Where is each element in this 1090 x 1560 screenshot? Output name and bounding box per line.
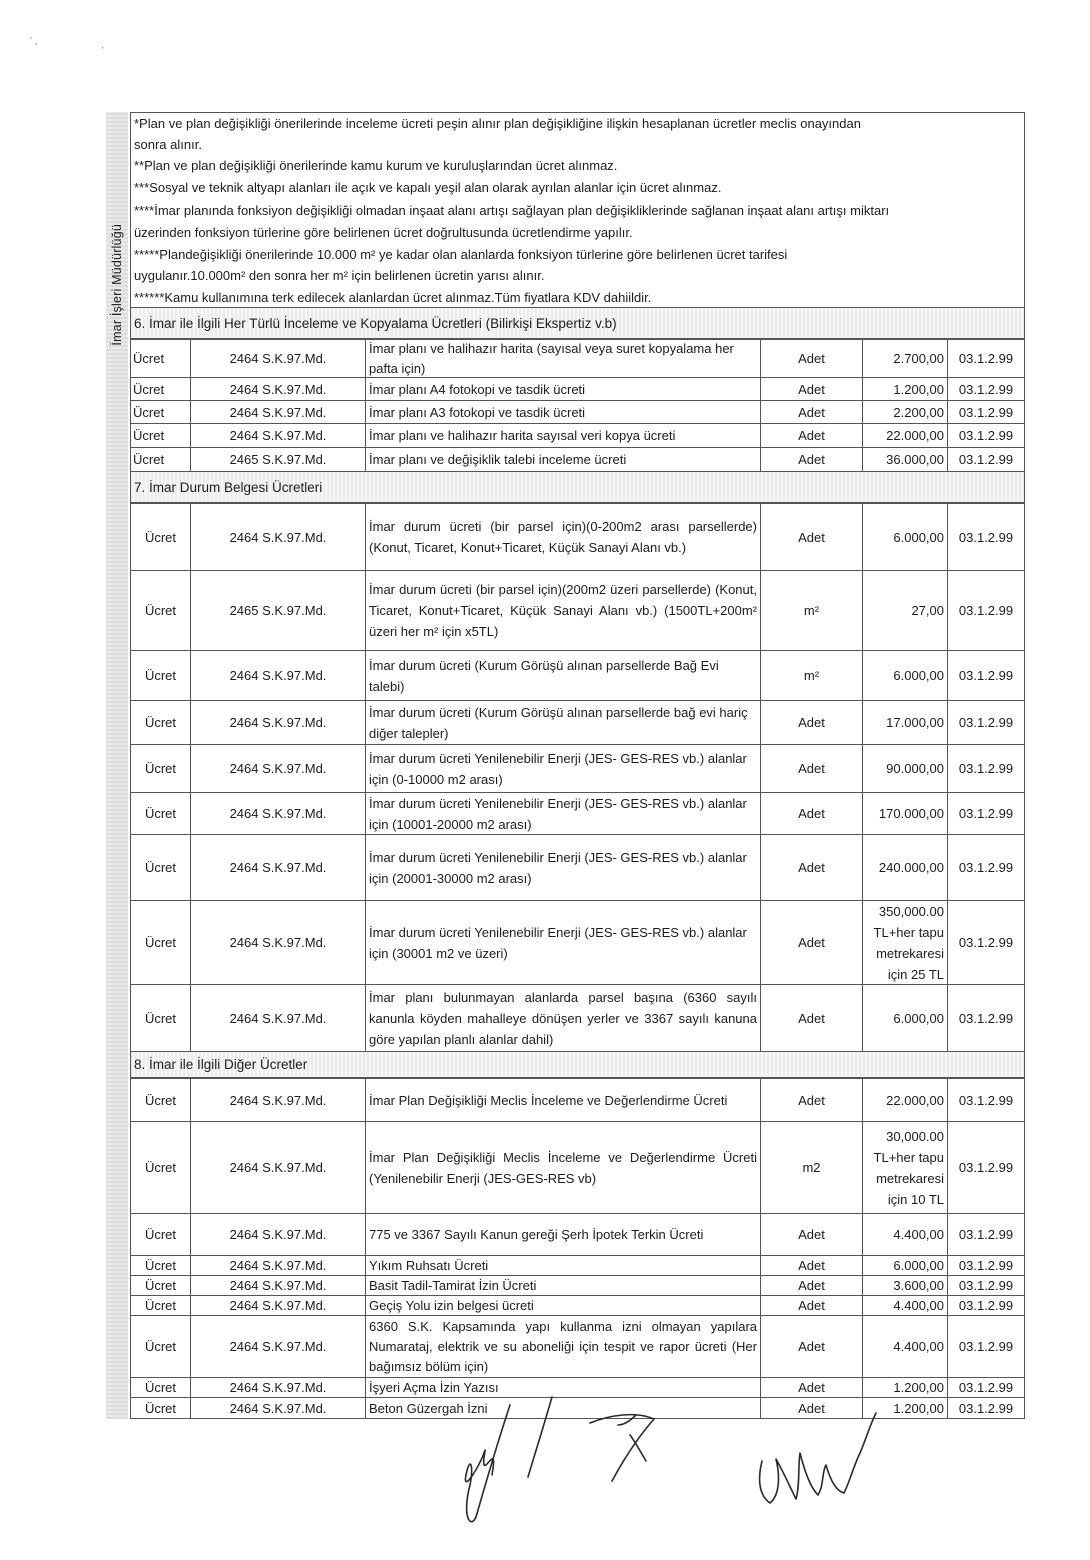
cell-description: İmar durum ücreti (Kurum Görüşü alınan parsellerde Bağ Evi talebi) [365, 651, 760, 701]
cell-price: 240.000,00 [862, 835, 947, 901]
cell-law: 2464 S.K.97.Md. [190, 835, 365, 901]
cell-code: 03.1.2.99 [947, 448, 1025, 472]
cell-description: İmar planı ve halihazır harita sayısal veri kopya ücreti [365, 424, 760, 448]
cell-type: Ücret [130, 651, 190, 701]
cell-price: 6.000,00 [862, 1256, 947, 1276]
cell-description: İşyeri Açma İzin Yazısı [365, 1378, 760, 1398]
price-line: 30,000.00 [886, 1128, 944, 1144]
note-line: **Plan ve plan değişikliği önerilerinde kamu kurum ve kuruluşlarından ücret alınmaz. [134, 158, 618, 173]
note-line: ****İmar planında fonksiyon değişikliği olmadan inşaat alanı artışı sağlayan plan değişikliklerinde sağlanan inşaat alanı artışı miktarı [134, 203, 890, 218]
table-row [130, 401, 1025, 424]
cell-price: 90.000,00 [862, 745, 947, 793]
note-line: ***Sosyal ve teknik altyapı alanları ile açık ve kapalı yeşil alan olarak ayrılan alanlar için ücret alınmaz. [134, 180, 722, 195]
cell-description: İmar planı A4 fotokopi ve tasdik ücreti [365, 378, 760, 401]
note-line: *****Plandeğişikliği önerilerinde 10.000 m² ye kadar olan alanlarda fonksiyon türlerine göre belirlenen ücret tarifesi [134, 247, 788, 262]
cell-code: 03.1.2.99 [947, 1256, 1025, 1276]
cell-description: İmar durum ücreti (bir parsel için)(200m2 üzeri parsellerde) (Konut, Ticaret, Konut+Ticaret, Küçük Sanayi Alanı vb.) (1500TL+200m² üzeri her m² için x5TL) [365, 571, 760, 651]
cell-unit: Adet [760, 1276, 862, 1296]
table-row [130, 651, 1025, 701]
table-row [130, 1214, 1025, 1256]
cell-law: 2464 S.K.97.Md. [190, 901, 365, 985]
cell-type: Ücret [130, 401, 190, 424]
cell-code: 03.1.2.99 [947, 571, 1025, 651]
cell-type: Ücret [130, 503, 190, 571]
price-line: için 25 TL [887, 966, 944, 982]
cell-law: 2464 S.K.97.Md. [190, 1122, 365, 1214]
cell-code: 03.1.2.99 [947, 901, 1025, 985]
department-label-text: İmar İşleri Müdürlüğü [110, 224, 124, 346]
table-row [130, 339, 1025, 378]
cell-description: İmar planı bulunmayan alanlarda parsel başına (6360 sayılı kanunla köyden mahalleye dönüşen yerler ve 3367 sayılı kanuna göre yapılan planlı alanlar dahil) [365, 985, 760, 1052]
cell-unit: Adet [760, 503, 862, 571]
table-row [130, 571, 1025, 651]
cell-code: 03.1.2.99 [947, 745, 1025, 793]
cell-unit: Adet [760, 793, 862, 835]
cell-law: 2464 S.K.97.Md. [190, 985, 365, 1052]
cell-law: 2465 S.K.97.Md. [190, 448, 365, 472]
cell-price: 4.400,00 [862, 1316, 947, 1378]
cell-unit: m² [760, 651, 862, 701]
cell-law: 2464 S.K.97.Md. [190, 651, 365, 701]
cell-code: 03.1.2.99 [947, 835, 1025, 901]
section-7-header [130, 472, 1025, 503]
cell-type: Ücret [130, 985, 190, 1052]
note-line: *Plan ve plan değişikliği önerilerinde inceleme ücreti peşin alınır plan değişikliğine ilişkin hesaplanan ücretler meclis onayından [134, 116, 861, 131]
cell-unit: Adet [760, 1256, 862, 1276]
cell-price: 6.000,00 [862, 985, 947, 1052]
cell-description: İmar durum ücreti Yenilenebilir Enerji (JES- GES-RES vb.) alanlar için (10001-20000 m2 arası) [365, 793, 760, 835]
table-row [130, 901, 1025, 985]
table-row [130, 503, 1025, 571]
cell-price: 22.000,00 [862, 1078, 947, 1122]
cell-description: İmar durum ücreti Yenilenebilir Enerji (JES- GES-RES vb.) alanlar için (20001-30000 m2 arası) [365, 835, 760, 901]
cell-price [862, 901, 947, 985]
table-row [130, 1122, 1025, 1214]
table-row [130, 424, 1025, 448]
table-row [130, 448, 1025, 472]
table-row [130, 378, 1025, 401]
cell-description: İmar durum ücreti (bir parsel için)(0-200m2 arası parsellerde) (Konut, Ticaret, Konut+Ticaret, Küçük Sanayi Alanı vb.) [365, 503, 760, 571]
cell-law: 2464 S.K.97.Md. [190, 1078, 365, 1122]
cell-law: 2464 S.K.97.Md. [190, 1296, 365, 1316]
cell-code: 03.1.2.99 [947, 339, 1025, 378]
cell-unit: Adet [760, 1316, 862, 1378]
cell-law: 2464 S.K.97.Md. [190, 378, 365, 401]
cell-unit: Adet [760, 1296, 862, 1316]
cell-code: 03.1.2.99 [947, 1078, 1025, 1122]
cell-price: 1.200,00 [862, 1398, 947, 1419]
cell-code: 03.1.2.99 [947, 1378, 1025, 1398]
cell-type: Ücret [130, 793, 190, 835]
cell-code: 03.1.2.99 [947, 793, 1025, 835]
cell-type: Ücret [130, 835, 190, 901]
cell-unit: m² [760, 571, 862, 651]
table-row [130, 1316, 1025, 1378]
cell-description: İmar Plan Değişikliği Meclis İnceleme ve Değerlendirme Ücreti (Yenilenebilir Enerji (JES-GES-RES vb) [365, 1122, 760, 1214]
section-7-title: 7. İmar Durum Belgesi Ücretleri [134, 479, 323, 495]
cell-description: Yıkım Ruhsatı Ücreti [365, 1256, 760, 1276]
cell-type: Ücret [130, 571, 190, 651]
cell-description: İmar durum ücreti Yenilenebilir Enerji (JES- GES-RES vb.) alanlar için (30001 m2 ve üzeri) [365, 901, 760, 985]
cell-code: 03.1.2.99 [947, 1276, 1025, 1296]
cell-law: 2464 S.K.97.Md. [190, 401, 365, 424]
cell-description: İmar planı A3 fotokopi ve tasdik ücreti [365, 401, 760, 424]
signature-2 [590, 1415, 654, 1481]
cell-unit: Adet [760, 378, 862, 401]
table-row [130, 1256, 1025, 1276]
cell-price: 4.400,00 [862, 1296, 947, 1316]
cell-code: 03.1.2.99 [947, 1398, 1025, 1419]
cell-description: İmar planı ve değişiklik talebi inceleme ücreti [365, 448, 760, 472]
cell-price: 17.000,00 [862, 701, 947, 745]
scan-speck: , [101, 40, 104, 51]
price-line: 350,000.00 [878, 903, 944, 919]
table-row [130, 985, 1025, 1052]
cell-description: İmar planı ve halihazır harita (sayısal veya suret kopyalama her pafta için) [365, 339, 760, 378]
signature-1 [465, 1405, 510, 1522]
cell-price [862, 1122, 947, 1214]
cell-code: 03.1.2.99 [947, 424, 1025, 448]
table-row [130, 745, 1025, 793]
cell-code: 03.1.2.99 [947, 985, 1025, 1052]
table-row [130, 1296, 1025, 1316]
cell-unit: Adet [760, 745, 862, 793]
cell-code: 03.1.2.99 [947, 1122, 1025, 1214]
table-row [130, 835, 1025, 901]
cell-type: Ücret [130, 701, 190, 745]
cell-unit: Adet [760, 985, 862, 1052]
cell-type: Ücret [130, 1316, 190, 1378]
cell-unit: Adet [760, 448, 862, 472]
cell-law: 2464 S.K.97.Md. [190, 745, 365, 793]
cell-price: 4.400,00 [862, 1214, 947, 1256]
cell-description: İmar durum ücreti Yenilenebilir Enerji (JES- GES-RES vb.) alanlar için (0-10000 m2 arası) [365, 745, 760, 793]
cell-price: 36.000,00 [862, 448, 947, 472]
cell-unit: Adet [760, 1078, 862, 1122]
cell-unit: Adet [760, 701, 862, 745]
scan-speck: ' , [30, 36, 38, 47]
cell-law: 2464 S.K.97.Md. [190, 1256, 365, 1276]
signature-3 [760, 1413, 876, 1503]
cell-description: Basit Tadil-Tamirat İzin Ücreti [365, 1276, 760, 1296]
cell-code: 03.1.2.99 [947, 1214, 1025, 1256]
cell-law: 2464 S.K.97.Md. [190, 1316, 365, 1378]
cell-law: 2464 S.K.97.Md. [190, 1214, 365, 1256]
signature-1-stroke [528, 1397, 552, 1477]
price-line: TL+her tapu [873, 924, 944, 940]
cell-description: 6360 S.K. Kapsamında yapı kullanma izni olmayan yapılara Numarataj, elektrik ve su aboneliği için tespit ve rapor ücreti (Her bağımsız bölüm için) [365, 1316, 760, 1378]
cell-code: 03.1.2.99 [947, 1296, 1025, 1316]
cell-code: 03.1.2.99 [947, 401, 1025, 424]
cell-price: 1.200,00 [862, 378, 947, 401]
signatures [440, 1395, 920, 1535]
cell-law: 2464 S.K.97.Md. [190, 1276, 365, 1296]
cell-price: 2.200,00 [862, 401, 947, 424]
cell-description: Geçiş Yolu izin belgesi ücreti [365, 1296, 760, 1316]
note-line: üzerinden fonksiyon türlerine göre belirlenen ücret doğrultusunda ücretlendirme yapılır. [134, 225, 633, 240]
cell-type: Ücret [130, 1296, 190, 1316]
cell-type: Ücret [130, 448, 190, 472]
cell-type: Ücret [130, 745, 190, 793]
cell-law: 2464 S.K.97.Md. [190, 503, 365, 571]
cell-law: 2464 S.K.97.Md. [190, 793, 365, 835]
price-line: TL+her tapu [873, 1149, 944, 1165]
cell-code: 03.1.2.99 [947, 651, 1025, 701]
table-row [130, 1078, 1025, 1122]
cell-price: 6.000,00 [862, 503, 947, 571]
cell-price: 1.200,00 [862, 1378, 947, 1398]
cell-unit: Adet [760, 835, 862, 901]
cell-unit: Adet [760, 1378, 862, 1398]
section-8-header [130, 1052, 1025, 1078]
note-line: uygulanır.10.000m² den sonra her m² için belirlenen ücretin yarısı alınır. [134, 268, 545, 283]
cell-type: Ücret [130, 901, 190, 985]
cell-law: 2464 S.K.97.Md. [190, 701, 365, 745]
cell-law: 2464 S.K.97.Md. [190, 424, 365, 448]
cell-unit: Adet [760, 901, 862, 985]
cell-code: 03.1.2.99 [947, 378, 1025, 401]
cell-law: 2465 S.K.97.Md. [190, 571, 365, 651]
cell-price: 3.600,00 [862, 1276, 947, 1296]
cell-type: Ücret [130, 1256, 190, 1276]
cell-price: 27,00 [862, 571, 947, 651]
cell-unit: Adet [760, 339, 862, 378]
cell-description: İmar durum ücreti (Kurum Görüşü alınan parsellerde bağ evi hariç diğer talepler) [365, 701, 760, 745]
cell-law: 2464 S.K.97.Md. [190, 1398, 365, 1419]
cell-price: 2.700,00 [862, 339, 947, 378]
cell-unit: Adet [760, 1398, 862, 1419]
cell-price: 170.000,00 [862, 793, 947, 835]
table-row [130, 793, 1025, 835]
cell-price: 6.000,00 [862, 651, 947, 701]
cell-type: Ücret [130, 1078, 190, 1122]
cell-description: Beton Güzergah İzni [365, 1398, 760, 1419]
price-line: metrekaresi [876, 1170, 944, 1186]
cell-type: Ücret [130, 1398, 190, 1419]
cell-unit: m2 [760, 1122, 862, 1214]
section-6-title: 6. İmar ile İlgili Her Türlü İnceleme ve Kopyalama Ücretleri (Bilirkişi Ekspertiz v.b) [134, 315, 617, 331]
section-8-title: 8. İmar ile İlgili Diğer Ücretler [134, 1057, 308, 1072]
cell-type: Ücret [130, 424, 190, 448]
cell-unit: Adet [760, 1214, 862, 1256]
note-line: sonra alınır. [134, 137, 202, 152]
cell-description: İmar Plan Değişikliği Meclis İnceleme ve Değerlendirme Ücreti [365, 1078, 760, 1122]
notes-block [130, 112, 1025, 307]
cell-code: 03.1.2.99 [947, 503, 1025, 571]
cell-law: 2464 S.K.97.Md. [190, 339, 365, 378]
note-line: ******Kamu kullanımına terk edilecek alanlardan ücret alınmaz.Tüm fiyatlara KDV dahiildir. [134, 290, 652, 305]
cell-type: Ücret [130, 1214, 190, 1256]
price-line: için 10 TL [887, 1191, 944, 1207]
cell-type: Ücret [130, 1378, 190, 1398]
cell-unit: Adet [760, 424, 862, 448]
cell-code: 03.1.2.99 [947, 1316, 1025, 1378]
cell-type: Ücret [130, 1122, 190, 1214]
cell-type: Ücret [130, 1276, 190, 1296]
price-line: metrekaresi [876, 945, 944, 961]
cell-type: Ücret [130, 339, 190, 378]
cell-price: 22.000,00 [862, 424, 947, 448]
table-row [130, 1276, 1025, 1296]
table-row [130, 701, 1025, 745]
cell-code: 03.1.2.99 [947, 701, 1025, 745]
section-6-header [130, 307, 1025, 339]
cell-law: 2464 S.K.97.Md. [190, 1378, 365, 1398]
department-label [107, 200, 127, 370]
cell-type: Ücret [130, 378, 190, 401]
cell-unit: Adet [760, 401, 862, 424]
cell-description: 775 ve 3367 Sayılı Kanun gereği Şerh İpotek Terkin Ücreti [365, 1214, 760, 1256]
